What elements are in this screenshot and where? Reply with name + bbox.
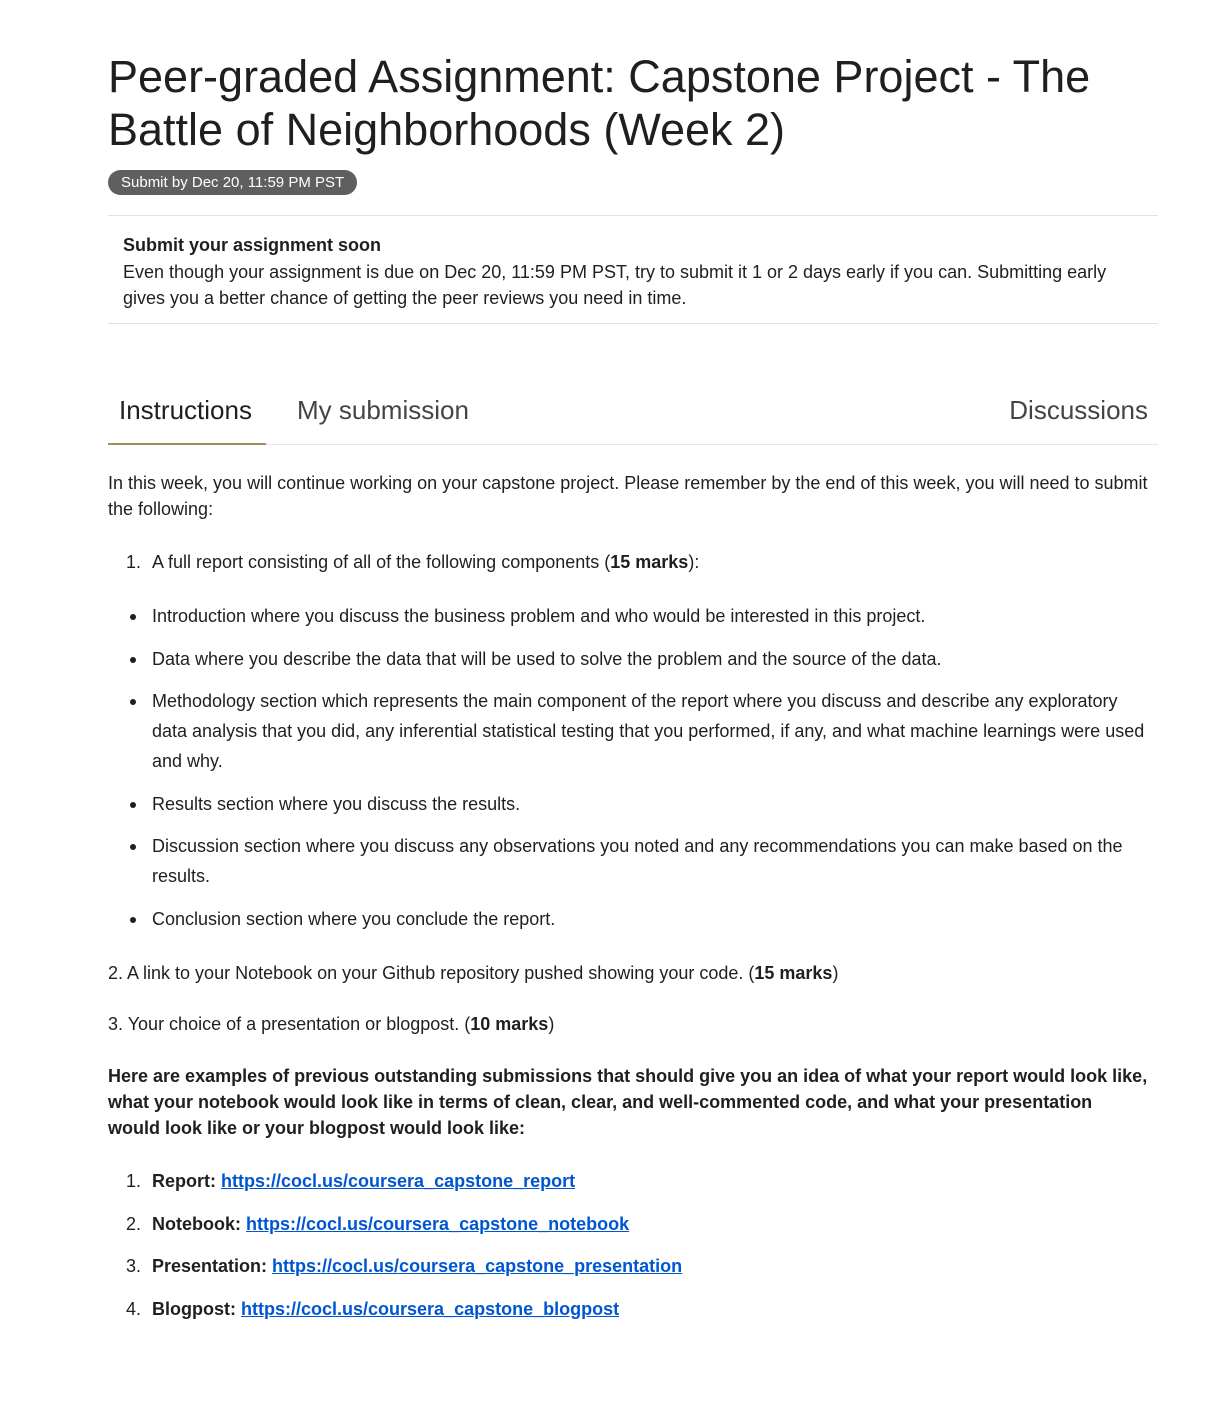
notebook-requirement-suffix: ) <box>832 963 839 983</box>
notebook-link[interactable]: https://cocl.us/coursera_capstone_notebook <box>246 1214 630 1234</box>
list-number: 1. <box>126 552 142 572</box>
example-label: Notebook: <box>152 1214 241 1234</box>
list-item: Results section where you discuss the results. <box>152 794 521 814</box>
tab-my-submission[interactable]: My submission <box>297 395 469 425</box>
list-item: Conclusion section where you conclude the report. <box>152 909 556 929</box>
bullet-dot <box>130 802 136 808</box>
notebook-requirement-text: 2. A link to your Notebook on your Github repository pushed showing your code. ( <box>108 963 755 983</box>
example-label: Report: <box>152 1171 216 1191</box>
example-notebook <box>152 1211 629 1237</box>
intro-paragraph: In this week, you will continue working on your capstone project. Please remember by the end of this week, you will need to submit the following: <box>108 473 1148 519</box>
list-number: 2. <box>126 1214 142 1234</box>
example-label: Blogpost: <box>152 1299 236 1319</box>
example-blogpost <box>152 1296 619 1322</box>
tab-discussions[interactable]: Discussions <box>1009 395 1148 425</box>
bullet-dot <box>130 699 136 705</box>
notice-title: Submit your assignment soon <box>123 235 382 255</box>
list-number: 4. <box>126 1299 142 1319</box>
bullet-dot <box>130 614 136 620</box>
presentation-link[interactable]: https://cocl.us/coursera_capstone_presentation <box>272 1256 683 1276</box>
list-number: 1. <box>126 1171 142 1191</box>
presentation-requirement-suffix: ) <box>548 1014 555 1034</box>
list-item: Data where you describe the data that will be used to solve the problem and the source of the data. <box>152 649 942 669</box>
example-label: Presentation: <box>152 1256 268 1276</box>
list-item: Methodology section which represents the main component of the report where you discuss and describe any exploratory data analysis that you did, any inferential statistical testing that you performed, if any, and what machine learnings were used and why. <box>152 691 1145 771</box>
blogpost-link[interactable]: https://cocl.us/coursera_capstone_blogpost <box>241 1299 620 1319</box>
report-link[interactable]: https://cocl.us/coursera_capstone_report <box>221 1171 576 1191</box>
tab-bar <box>108 382 1158 445</box>
bullet-dot <box>130 657 136 663</box>
list-item: Introduction where you discuss the business problem and who would be interested in this project. <box>152 606 926 626</box>
notebook-requirement <box>108 960 838 986</box>
bullet-dot <box>130 844 136 850</box>
presentation-requirement-text: 3. Your choice of a presentation or blogpost. ( <box>108 1014 471 1034</box>
report-requirement <box>152 549 699 575</box>
tab-instructions[interactable]: Instructions <box>119 395 252 425</box>
page-title: Peer-graded Assignment: Capstone Project - The Battle of Neighborhoods (Week 2) <box>108 51 1091 155</box>
report-marks: 15 marks <box>610 552 689 572</box>
notice-body: Even though your assignment is due on Dec 20, 11:59 PM PST, try to submit it 1 or 2 days early if you can. Submitting early gives you a better chance of getting the peer reviews you need in time. <box>123 262 1107 308</box>
notebook-marks: 15 marks <box>754 963 833 983</box>
due-date-badge: Submit by Dec 20, 11:59 PM PST <box>108 170 357 195</box>
deadline-notice <box>108 215 1158 324</box>
example-report <box>152 1168 575 1194</box>
report-requirement-text: A full report consisting of all of the following components ( <box>152 552 611 572</box>
report-requirement-suffix: ): <box>688 552 700 572</box>
list-number: 3. <box>126 1256 142 1276</box>
example-presentation <box>152 1253 682 1279</box>
examples-intro: Here are examples of previous outstanding submissions that should give you an idea of what your report would look like, what your notebook would look like in terms of clean, clear, and well-commented code, and what your presentation would look like or your blogpost would look like: <box>108 1066 1148 1138</box>
active-tab-indicator <box>108 443 266 445</box>
presentation-requirement <box>108 1011 554 1037</box>
presentation-marks: 10 marks <box>470 1014 549 1034</box>
list-item: Discussion section where you discuss any observations you noted and any recommendations you can make based on the results. <box>152 836 1123 886</box>
bullet-dot <box>130 917 136 923</box>
